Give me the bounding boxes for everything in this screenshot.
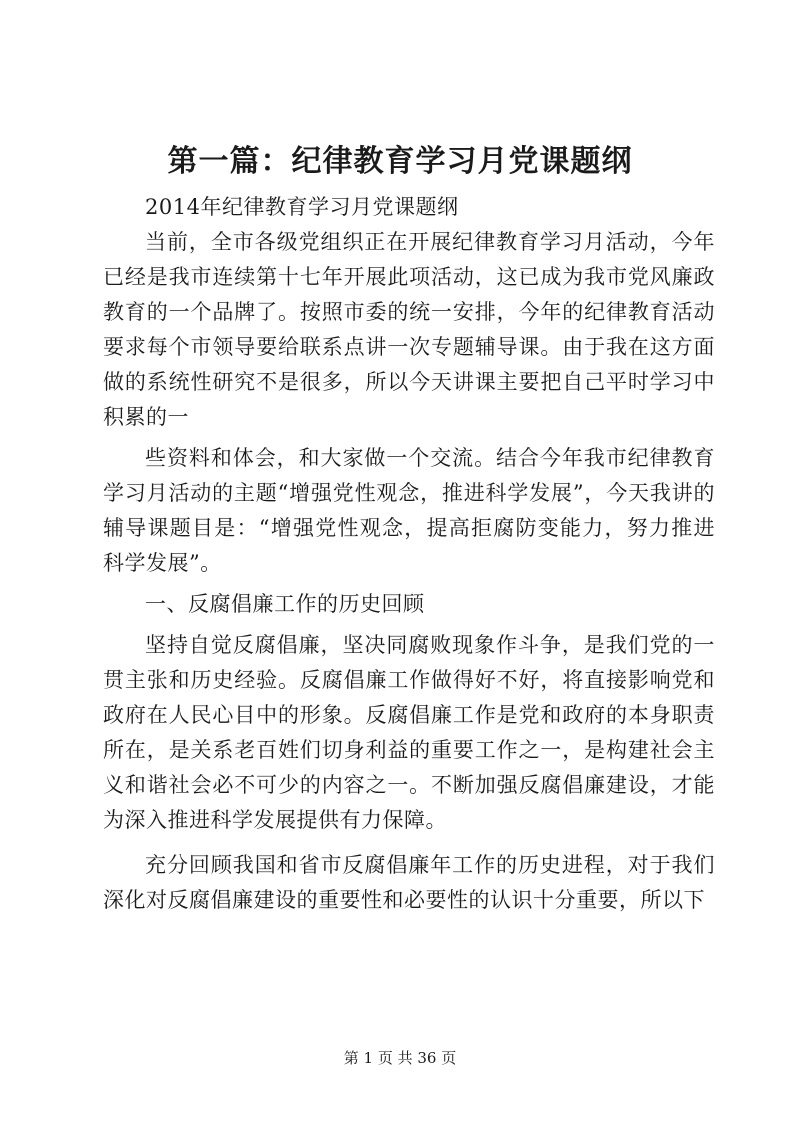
body-paragraph: 坚持自觉反腐倡廉，坚决同腐败现象作斗争，是我们党的一贯主张和历史经验。反腐倡廉工作做得好不好，将直接影响党和政府在人民心目中的形象。反腐倡廉工作是党和政府的本身职责所在，是关系老百姓们切身利益的重要工作之一，是构建社会主义和谐社会必不可少的内容之一。不断加强反腐倡廉建设，才能为深入推进科学发展提供有力保障。	[103, 633, 715, 832]
document-title: 第一篇：纪律教育学习月党课题纲	[167, 144, 633, 179]
section-heading: 一、反腐倡廉工作的历史回顾	[145, 592, 425, 616]
body-paragraph: 些资料和体会，和大家做一个交流。结合今年我市纪律教育学习月活动的主题“增强党性观念，推进科学发展”，今天我讲的辅导课题目是：“增强党性观念，提高拒腐防变能力，努力推进科学发展”。	[103, 446, 715, 575]
subtitle-paragraph: 2014年纪律教育学习月党课题纲	[145, 195, 459, 219]
body-paragraph: 充分回顾我国和省市反腐倡廉年工作的历史进程，对于我们深化对反腐倡廉建设的重要性和必要性的认识十分重要，所以下	[103, 853, 715, 912]
body-paragraph: 当前，全市各级党组织正在开展纪律教育学习月活动，今年已经是我市连续第十七年开展此项活动，这已成为我市党风廉政教育的一个品牌了。按照市委的统一安排，今年的纪律教育活动要求每个市领导要给联系点讲一次专题辅导课。由于我在这方面做的系统性研究不是很多，所以今天讲课主要把自己平时学习中积累的一	[103, 230, 715, 429]
document-body	[103, 190, 715, 918]
page-number-footer: 第 1 页 共 36 页	[343, 1049, 457, 1067]
